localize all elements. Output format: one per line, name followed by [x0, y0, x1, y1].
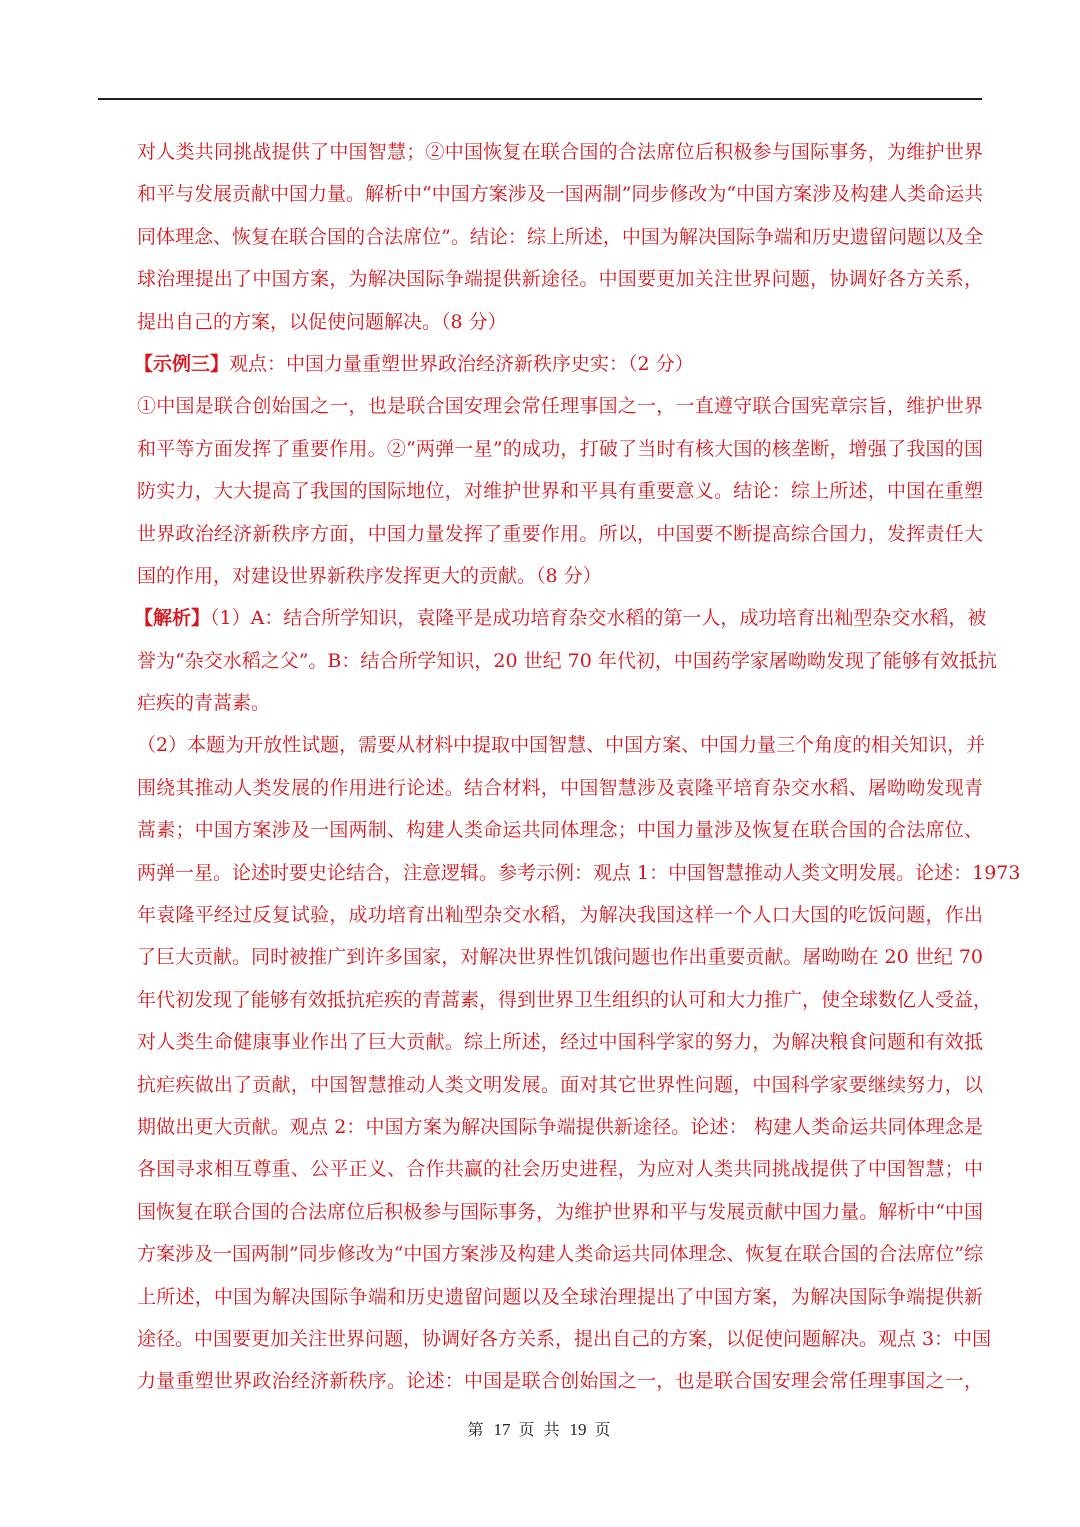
text-line: 对人类生命健康事业作出了巨大贡献。综上所述，经过中国科学家的努力，为解决粮食问题和有效抵: [137, 1031, 983, 1054]
footer-suffix: 页: [594, 1420, 613, 1439]
text-line: 力量重塑世界政治经济新秩序。论述：中国是联合创始国之一，也是联合国安理会常任理事国之一，: [137, 1370, 983, 1393]
text-line: 途径。中国要更加关注世界问题，协调好各方关系，提出自己的方案，以促使问题解决。观点 3：中国: [137, 1327, 992, 1350]
text-line: 年代初发现了能够有效抵抗疟疾的青蒿素，得到世界卫生组织的认可和大力推广，使全球数亿人受益，: [137, 988, 993, 1011]
text-line: 方案涉及一国两制”同步修改为“中国方案涉及构建人类命运共同体理念、恢复在联合国的合法席位”综: [137, 1243, 984, 1266]
text-line: 蒿素；中国方案涉及一国两制、构建人类命运共同体理念；中国力量涉及恢复在联合国的合法席位、: [137, 819, 983, 842]
footer-middle: 页 共: [518, 1420, 562, 1439]
text-line: 和平与发展贡献中国力量。解析中“中国方案涉及一国两制”同步修改为“中国方案涉及构建人类命运共: [137, 183, 984, 206]
text-line: 上所述，中国为解决国际争端和历史遗留问题以及全球治理提出了中国方案，为解决国际争端提供新: [137, 1285, 983, 1308]
text-line: 誉为“杂交水稻之父”。B：结合所学知识，20 世纪 70 年代初，中国药学家屠呦呦发现了能够有效抵抗: [137, 649, 997, 672]
analysis-text: （1）A：结合所学知识，袁隆平是成功培育杂交水稻的第一人，成功培育出籼型杂交水稻，被: [210, 607, 987, 630]
example-three-line: [134, 343, 983, 385]
text-line: 国恢复在联合国的合法席位后积极参与国际事务，为维护世界和平与发展贡献中国力量。解析中“中国: [137, 1200, 983, 1223]
text-line: 防实力，大大提高了我国的国际地位，对维护世界和平具有重要意义。结论：综上所述，中国在重塑: [137, 480, 983, 503]
example-three-text: 观点：中国力量重塑世界政治经济新秩序史实：（2 分）: [229, 352, 694, 375]
text-line: （2）本题为开放性试题，需要从材料中提取中国智慧、中国方案、中国力量三个角度的相关知识，并: [137, 734, 986, 757]
text-line: 和平等方面发挥了重要作用。②“两弹一星”的成功，打破了当时有核大国的核垄断，增强了我国的国: [137, 437, 983, 460]
text-line: 世界政治经济新秩序方面，中国力量发挥了重要作用。所以，中国要不断提高综合国力，发挥责任大: [137, 522, 983, 545]
answer-body: [134, 131, 1021, 1403]
text-line: ①中国是联合创始国之一，也是联合国安理会常任理事国之一，一直遵守联合国宪章宗旨，维护世界: [137, 395, 983, 418]
text-line: 同体理念、恢复在联合国的合法席位”。结论：综上所述，中国为解决国际争端和历史遗留问题以及全: [137, 225, 983, 248]
header-rule: [98, 98, 982, 100]
total-pages-number: 19: [569, 1420, 587, 1439]
text-line: 两弹一星。论述时要史论结合，注意逻辑。参考示例：观点 1：中国智慧推动人类文明发展。论述：1973: [137, 861, 1021, 884]
text-line: 提出自己的方案，以促使问题解决。（8 分）: [137, 310, 507, 333]
text-line: 各国寻求相互尊重、公平正义、合作共赢的社会历史进程，为应对人类共同挑战提供了中国智慧；中: [137, 1158, 983, 1181]
analysis-tag: 【解析】: [134, 607, 211, 630]
current-page-number: 17: [493, 1420, 511, 1439]
example-three-tag: 【示例三】: [134, 352, 230, 375]
footer-prefix: 第: [467, 1420, 486, 1439]
text-line: 年袁隆平经过反复试验，成功培育出籼型杂交水稻，为解决我国这样一个人口大国的吃饭问题，作出: [137, 904, 983, 927]
page-footer: [0, 1417, 1080, 1440]
text-line: 抗疟疾做出了贡献，中国智慧推动人类文明发展。面对其它世界性问题，中国科学家要继续努力，以: [137, 1073, 983, 1096]
text-line: 了巨大贡献。同时被推广到许多国家，对解决世界性饥饿问题也作出重要贡献。屠呦呦在 20 世纪 70: [137, 946, 983, 969]
text-line: 疟疾的青蒿素。: [137, 692, 271, 715]
text-line: 围绕其推动人类发展的作用进行论述。结合材料，中国智慧涉及袁隆平培育杂交水稻、屠呦呦发现青: [137, 776, 983, 799]
text-line: 国的作用，对建设世界新秩序发挥更大的贡献。（8 分）: [137, 564, 602, 587]
text-line: 期做出更大贡献。观点 2：中国方案为解决国际争端提供新途径。论述： 构建人类命运共同体理念是: [137, 1115, 983, 1138]
text-line: 对人类共同挑战提供了中国智慧；②中国恢复在联合国的合法席位后积极参与国际事务，为维护世界: [137, 141, 983, 163]
text-line: 球治理提出了中国方案，为解决国际争端提供新途径。中国要更加关注世界问题，协调好各方关系，: [137, 268, 983, 291]
analysis-line: [134, 597, 987, 639]
